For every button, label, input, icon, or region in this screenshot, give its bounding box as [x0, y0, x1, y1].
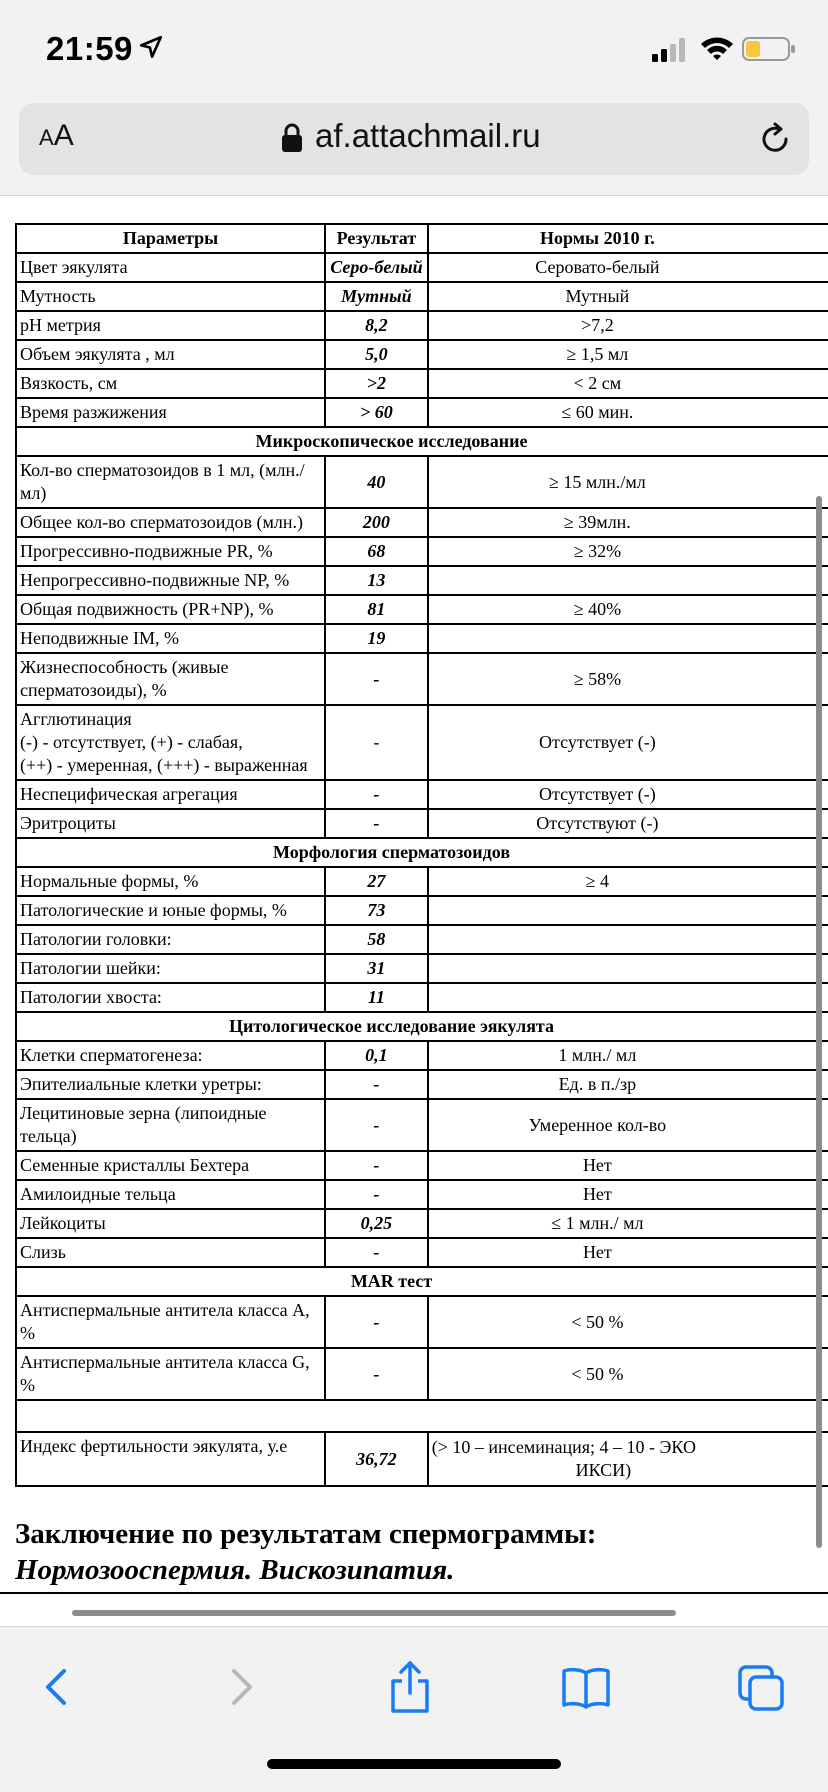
row-norm: Серовато-белый: [428, 253, 828, 282]
row-param: Непрогрессивно-подвижные NP, %: [16, 566, 325, 595]
text-size-small-a: A: [39, 125, 54, 150]
row-result: 31: [325, 954, 428, 983]
row-result: 40: [325, 456, 428, 508]
row-result: 73: [325, 896, 428, 925]
divider: [0, 1592, 828, 1594]
table-row: [16, 653, 828, 705]
row-result: 58: [325, 925, 428, 954]
row-norm: Мутный: [428, 282, 828, 311]
table-row: [16, 1209, 828, 1238]
row-result: -: [325, 1296, 428, 1348]
table-row: [16, 398, 828, 427]
row-param: Жизнеспособность (живые сперматозоиды), %: [16, 653, 325, 705]
row-norm: Нет: [428, 1151, 828, 1180]
row-param: Нормальные формы, %: [16, 867, 325, 896]
forward-icon[interactable]: [208, 1657, 268, 1717]
row-norm: [428, 983, 828, 1012]
table-row: [16, 1432, 828, 1486]
table-row: [16, 1296, 828, 1348]
header-norm: Нормы 2010 г.: [428, 224, 828, 253]
conclusion-title: Заключение по результатам спермограммы:: [15, 1518, 597, 1550]
table-row: [16, 369, 828, 398]
row-norm: ≥ 40%: [428, 595, 828, 624]
horizontal-scrollbar[interactable]: [72, 1610, 676, 1616]
cellular-signal-icon: [652, 38, 688, 62]
row-result: -: [325, 705, 428, 780]
row-param-line: Агглютинация: [20, 709, 132, 729]
section-row: [16, 1012, 828, 1041]
location-arrow-icon: [138, 34, 164, 60]
row-norm: ≥ 39млн.: [428, 508, 828, 537]
lock-icon: [281, 123, 303, 153]
row-result: 0,1: [325, 1041, 428, 1070]
row-param-line: (++) - умеренная, (+++) - выраженная: [20, 755, 308, 775]
spacer-cell: [16, 1400, 828, 1432]
row-param: Неподвижные IM, %: [16, 624, 325, 653]
table-row: [16, 508, 828, 537]
row-result: Серо-белый: [325, 253, 428, 282]
bookmarks-icon[interactable]: [556, 1657, 616, 1717]
row-result: 68: [325, 537, 428, 566]
row-param: pH метрия: [16, 311, 325, 340]
row-result: -: [325, 1099, 428, 1151]
row-norm: Нет: [428, 1180, 828, 1209]
row-param: Общее кол-во сперматозоидов (млн.): [16, 508, 325, 537]
row-norm: < 2 см: [428, 369, 828, 398]
row-result: 27: [325, 867, 428, 896]
row-result: 5,0: [325, 340, 428, 369]
row-result: 11: [325, 983, 428, 1012]
row-param: Объем эякулята , мл: [16, 340, 325, 369]
row-norm-line: (> 10 – инсеминация; 4 – 10 - ЭКО: [431, 1437, 696, 1457]
spacer-row: [16, 1400, 828, 1432]
row-param: Патологии шейки:: [16, 954, 325, 983]
reload-icon[interactable]: [757, 121, 793, 157]
row-result: 0,25: [325, 1209, 428, 1238]
status-bar: [0, 0, 828, 95]
row-param: Лейкоциты: [16, 1209, 325, 1238]
table-row: [16, 566, 828, 595]
row-result: -: [325, 809, 428, 838]
table-row: [16, 340, 828, 369]
row-result: 13: [325, 566, 428, 595]
row-param: Мутность: [16, 282, 325, 311]
row-norm: ≤ 1 млн./ мл: [428, 1209, 828, 1238]
section-row: [16, 427, 828, 456]
table-row: [16, 1348, 828, 1400]
row-norm: Отсутствует (-): [428, 780, 828, 809]
table-row: [16, 1099, 828, 1151]
row-param: Лецитиновые зерна (липоидные тельца): [16, 1099, 325, 1151]
table-row: [16, 1238, 828, 1267]
table-row: [16, 867, 828, 896]
back-icon[interactable]: [30, 1657, 90, 1717]
status-time: 21:59: [46, 30, 133, 67]
row-param: Антиспермальные антитела класса G, %: [16, 1348, 325, 1400]
row-norm-line: ИКСИ): [575, 1460, 632, 1480]
header-param: Параметры: [16, 224, 325, 253]
text-size-large-a: A: [53, 119, 74, 152]
table-row: [16, 954, 828, 983]
table-row: [16, 595, 828, 624]
row-result: >2: [325, 369, 428, 398]
row-result: -: [325, 780, 428, 809]
vertical-scrollbar[interactable]: [816, 496, 822, 1548]
row-norm: [428, 1432, 828, 1486]
spermogram-table: [15, 223, 828, 1487]
row-result: 200: [325, 508, 428, 537]
row-param: Амилоидные тельца: [16, 1180, 325, 1209]
table-row: [16, 1070, 828, 1099]
table-row: [16, 896, 828, 925]
row-norm: [428, 896, 828, 925]
row-norm: ≥ 4: [428, 867, 828, 896]
row-param: Индекс фертильности эякулята, у.е: [16, 1432, 325, 1486]
row-param: Антиспермальные антитела класса А, %: [16, 1296, 325, 1348]
row-param-line: (-) - отсутствует, (+) - слабая,: [20, 732, 243, 752]
row-norm: ≥ 32%: [428, 537, 828, 566]
table-header-row: [16, 224, 828, 253]
share-icon[interactable]: [380, 1657, 440, 1717]
table-row: [16, 1180, 828, 1209]
row-norm: Ед. в п./зр: [428, 1070, 828, 1099]
table-row: [16, 537, 828, 566]
section-title: Цитологическое исследование эякулята: [16, 1012, 828, 1041]
table-row: [16, 780, 828, 809]
row-result: -: [325, 1348, 428, 1400]
row-result: -: [325, 1180, 428, 1209]
row-param: Время разжижения: [16, 398, 325, 427]
row-param: [16, 705, 325, 780]
row-param: Патологии хвоста:: [16, 983, 325, 1012]
row-result: -: [325, 1151, 428, 1180]
row-norm: ≤ 60 мин.: [428, 398, 828, 427]
row-param: Кол-во сперматозоидов в 1 мл, (млн./мл): [16, 456, 325, 508]
address-bar-area: [0, 95, 828, 196]
address-bar[interactable]: [19, 103, 809, 175]
table-row: [16, 456, 828, 508]
row-param: Вязкость, см: [16, 369, 325, 398]
row-result: 19: [325, 624, 428, 653]
row-param: Эритроциты: [16, 809, 325, 838]
row-norm: < 50 %: [428, 1296, 828, 1348]
row-param: Цвет эякулята: [16, 253, 325, 282]
row-norm: >7,2: [428, 311, 828, 340]
row-result: 36,72: [325, 1432, 428, 1486]
home-indicator[interactable]: [267, 1759, 561, 1769]
table-row: [16, 705, 828, 780]
row-norm: [428, 566, 828, 595]
row-norm: 1 млн./ мл: [428, 1041, 828, 1070]
row-norm: Умеренное кол-во: [428, 1099, 828, 1151]
row-result: 8,2: [325, 311, 428, 340]
row-norm: [428, 954, 828, 983]
url-text[interactable]: af.attachmail.ru: [315, 117, 541, 154]
row-param: Патологические и юные формы, %: [16, 896, 325, 925]
row-result: -: [325, 1238, 428, 1267]
table-row: [16, 624, 828, 653]
header-result: Результат: [325, 224, 428, 253]
row-result: -: [325, 653, 428, 705]
row-param: Клетки сперматогенеза:: [16, 1041, 325, 1070]
conclusion: [15, 1516, 596, 1588]
row-norm: ≥ 58%: [428, 653, 828, 705]
row-norm: ≥ 15 млн./мл: [428, 456, 828, 508]
table-row: [16, 253, 828, 282]
table-row: [16, 311, 828, 340]
row-norm: < 50 %: [428, 1348, 828, 1400]
document-view: [0, 196, 828, 1626]
row-param: Прогрессивно-подвижные PR, %: [16, 537, 325, 566]
table-row: [16, 282, 828, 311]
row-param: Патологии головки:: [16, 925, 325, 954]
text-size-button[interactable]: [39, 119, 74, 153]
table-row: [16, 983, 828, 1012]
row-result: -: [325, 1070, 428, 1099]
battery-icon: [742, 37, 796, 61]
row-param: Неспецифическая агрегация: [16, 780, 325, 809]
table-row: [16, 809, 828, 838]
row-param: Общая подвижность (PR+NP), %: [16, 595, 325, 624]
row-norm: Нет: [428, 1238, 828, 1267]
row-param: Семенные кристаллы Бехтера: [16, 1151, 325, 1180]
section-row: [16, 838, 828, 867]
section-title: Морфология сперматозоидов: [16, 838, 828, 867]
conclusion-text: Нормозооспермия. Вискозипатия.: [15, 1554, 455, 1586]
row-norm: ≥ 1,5 мл: [428, 340, 828, 369]
section-title: MAR тест: [16, 1267, 828, 1296]
section-title: Микроскопическое исследование: [16, 427, 828, 456]
row-norm: [428, 624, 828, 653]
row-result: 81: [325, 595, 428, 624]
row-norm: [428, 925, 828, 954]
wifi-icon: [700, 35, 734, 61]
row-param: Слизь: [16, 1238, 325, 1267]
table-row: [16, 925, 828, 954]
row-norm: Отсутствует (-): [428, 705, 828, 780]
row-result: > 60: [325, 398, 428, 427]
row-norm: Отсутствуют (-): [428, 809, 828, 838]
tabs-icon[interactable]: [732, 1657, 792, 1717]
row-result: Мутный: [325, 282, 428, 311]
row-param: Эпителиальные клетки уретры:: [16, 1070, 325, 1099]
section-row: [16, 1267, 828, 1296]
table-row: [16, 1041, 828, 1070]
table-row: [16, 1151, 828, 1180]
